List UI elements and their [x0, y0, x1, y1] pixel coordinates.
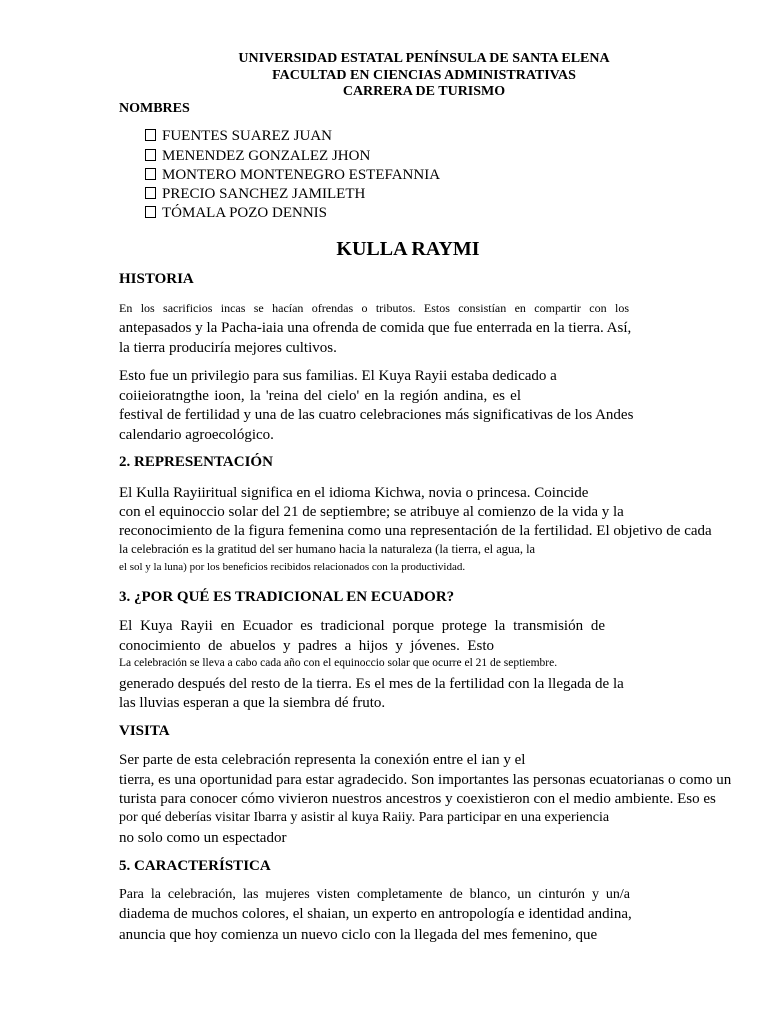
- paragraph-line: El Kuya Rayii en Ecuador es tradicional porque protege la transmisión de: [119, 618, 605, 634]
- names-heading: NOMBRES: [119, 101, 190, 116]
- paragraph-line: turista para conocer cómo vivieron nuestros ancestros y coexistieron con el medio ambiente. Eso es: [119, 791, 716, 807]
- section-heading-representacion: 2. REPRESENTACIÓN: [119, 454, 273, 470]
- university-name: UNIVERSIDAD ESTATAL PENÍNSULA DE SANTA ELENA: [238, 51, 610, 66]
- list-item: PRECIO SANCHEZ JAMILETH: [145, 187, 365, 202]
- paragraph-line: reconocimiento de la figura femenina como una representación de la fertilidad. El objetivo de cada: [119, 523, 712, 539]
- paragraph-line: Para la celebración, las mujeres visten completamente de blanco, un cinturón y un/a: [119, 887, 630, 902]
- paragraph-line: En los sacrificios incas se hacían ofrendas o tributos. Estos consistían en compartir con los: [119, 301, 629, 315]
- bullet-icon: [145, 206, 156, 218]
- paragraph-line: no solo como un espectador: [119, 830, 287, 846]
- paragraph-line: anuncia que hoy comienza un nuevo ciclo con la llegada del mes femenino, que: [119, 927, 598, 943]
- paragraph-line: generado después del resto de la tierra. Es el mes de la fertilidad con la llegada de la: [119, 676, 624, 692]
- bullet-icon: [145, 129, 156, 141]
- paragraph-line: la celebración es la gratitud del ser humano hacia la naturaleza (la tierra, el agua, la: [119, 542, 536, 556]
- bullet-icon: [145, 187, 156, 199]
- list-item: MONTERO MONTENEGRO ESTEFANNIA: [145, 168, 440, 183]
- paragraph-line: por qué deberías visitar Ibarra y asistir al kuya Raiiy. Para participar en una experiencia: [119, 810, 610, 825]
- career-name: CARRERA DE TURISMO: [342, 84, 506, 99]
- paragraph-line: la tierra produciría mejores cultivos.: [119, 340, 337, 356]
- paragraph-line: tierra, es una oportunidad para estar agradecido. Son importantes las personas ecuatorianas o como un: [119, 772, 732, 788]
- list-item: MENENDEZ GONZALEZ JHON: [145, 149, 370, 164]
- paragraph-line: antepasados y la Pacha-iaia una ofrenda de comida que fue enterrada en la tierra. Así,: [119, 320, 632, 336]
- bullet-icon: [145, 149, 156, 161]
- list-item: FUENTES SUAREZ JUAN: [145, 129, 332, 144]
- paragraph-line: diadema de muchos colores, el shaian, un experto en antropología e identidad andina,: [119, 906, 632, 922]
- paragraph-line: calendario agroecológico.: [119, 427, 274, 443]
- list-item: TÓMALA POZO DENNIS: [145, 206, 327, 221]
- paragraph-line: las lluvias esperan a que la siembra dé fruto.: [119, 695, 386, 711]
- document-title: KULLA RAYMI: [336, 238, 480, 260]
- paragraph-line: festival de fertilidad y una de las cuatro celebraciones más significativas de los Andes: [119, 407, 634, 423]
- paragraph-line: El Kulla Rayiiritual significa en el idioma Kichwa, novia o princesa. Coincide: [119, 485, 589, 501]
- section-heading-visita: VISITA: [119, 723, 170, 739]
- faculty-name: FACULTAD EN CIENCIAS ADMINISTRATIVAS: [272, 68, 576, 83]
- paragraph-line: coiieioratngthe ioon, la 'reina del cielo' en la región andina, es el: [119, 388, 521, 404]
- section-heading-historia: HISTORIA: [119, 271, 194, 287]
- section-heading-caracteristica: 5. CARACTERÍSTICA: [119, 858, 271, 874]
- paragraph-line: el sol y la luna) por los beneficios recibidos relacionados con la productividad.: [119, 561, 466, 573]
- paragraph-line: conocimiento de abuelos y padres a hijos y jóvenes. Esto: [119, 638, 494, 654]
- paragraph-line: La celebración se lleva a cabo cada año con el equinoccio solar que ocurre el 21 de septiembre.: [119, 657, 558, 669]
- paragraph-line: con el equinoccio solar del 21 de septiembre; se atribuye al comienzo de la vida y la: [119, 504, 624, 520]
- bullet-icon: [145, 168, 156, 180]
- section-heading-tradicional: 3. ¿POR QUÉ ES TRADICIONAL EN ECUADOR?: [119, 589, 455, 605]
- paragraph-line: Ser parte de esta celebración representa la conexión entre el ian y el: [119, 752, 526, 768]
- paragraph-line: Esto fue un privilegio para sus familias. El Kuya Rayii estaba dedicado a: [119, 368, 557, 384]
